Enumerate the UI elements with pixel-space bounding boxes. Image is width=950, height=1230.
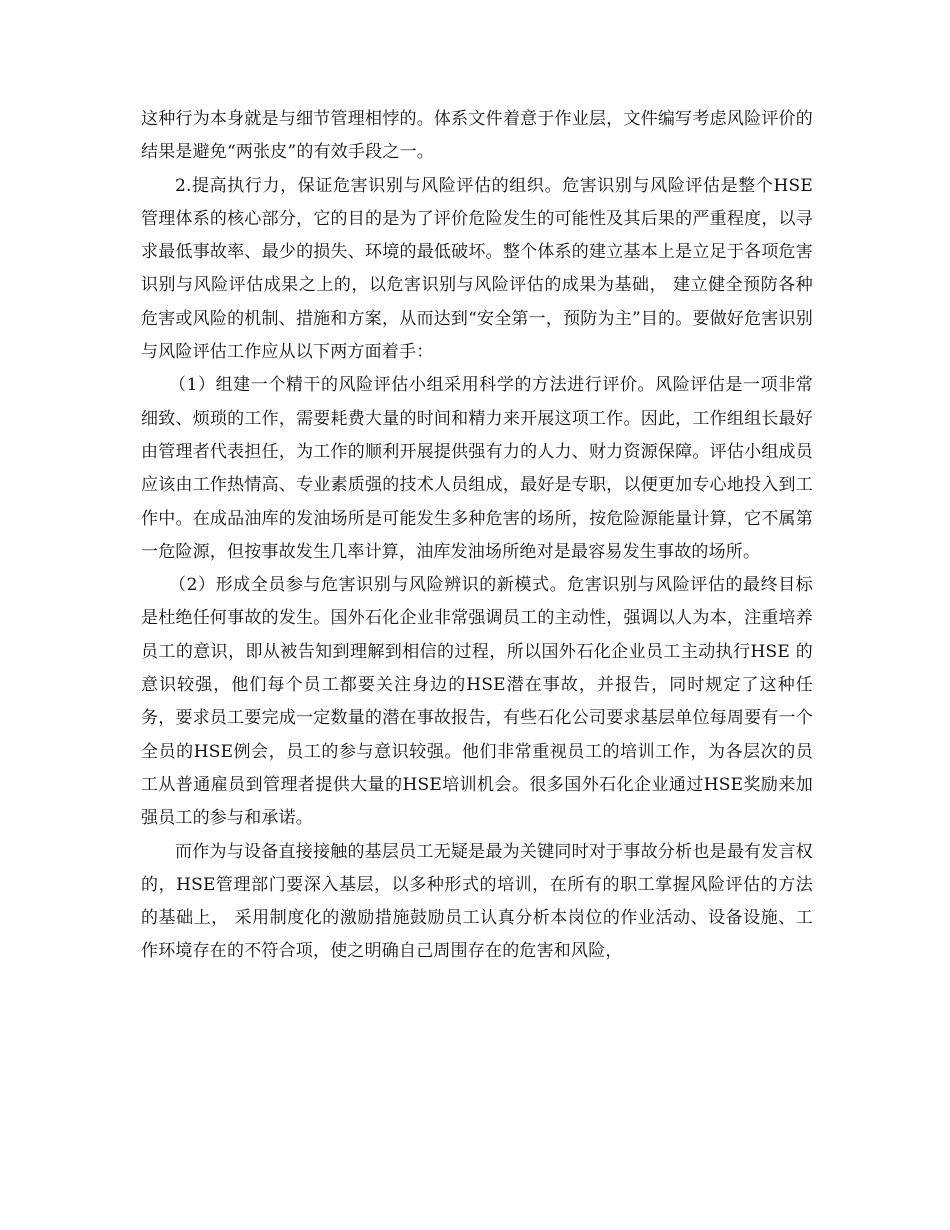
paragraph-item-2: （2）形成全员参与危害识别与风险辨识的新模式。危害识别与风险评估的最终目标是杜绝任何事故的发生。国外石化企业非常强调员工的主动性，强调以人为本，注重培养员工的意识，即从被告知到理解到相信的过程，所以国外石化企业员工主动执行HSE 的意识较强，他们每个员工都要关注身边的HSE潜在事故，并报告，同时规定了这种任务，要求员工要完成一定数量的潜在事故报告，有些石化公司要求基层单位每周要有一个全员的HSE例会，员工的参与意识较强。他们非常重视员工的培训工作，为各层次的员工从普通雇员到管理者提供大量的HSE培训机会。很多国外石化企业通过HSE奖励来加强员工的参与和承诺。 bbox=[141, 575, 813, 829]
paragraph-frontline-staff: 而作为与设备直接接触的基层员工无疑是最为关键同时对于事故分析也是最有发言权的，HSE管理部门要深入基层，以多种形式的培训，在所有的职工掌握风险评估的方法的基础上， 采用制度化的激励措施鼓励员工认真分析本岗位的作业活动、设备设施、工作环境存在的不符合项，使之明确自己周围存在的危害和风险， bbox=[141, 841, 813, 962]
paragraph-continued: 这种行为本身就是与细节管理相悖的。体系文件着意于作业层，文件编写考虑风险评价的结果是避免“两张皮”的有效手段之一。 bbox=[141, 109, 813, 163]
paragraph-item-1: （1）组建一个精干的风险评估小组采用科学的方法进行评价。风险评估是一项非常细致、烦琐的工作，需要耗费大量的时间和精力来开展这项工作。因此，工作组组长最好由管理者代表担任，为工作的顺利开展提供强有力的人力、财力资源保障。评估小组成员应该由工作热情高、专业素质强的技术人员组成，最好是专职，以便更加专心地投入到工作中。在成品油库的发油场所是可能发生多种危害的场所，按危险源能量计算，它不属第一危险源，但按事故发生几率计算，油库发油场所绝对是最容易发生事故的场所。 bbox=[141, 375, 813, 562]
paragraph-organization: 2.提高执行力，保证危害识别与风险评估的组织。危害识别与风险评估是整个HSE管理体系的核心部分，它的目的是为了评价危险发生的可能性及其后果的严重程度，以寻求最低事故率、最少的损失、环境的最低破坏。整个体系的建立基本上是立足于各项危害识别与风险评估成果之上的，以危害识别与风险评估的成果为基础， 建立健全预防各种危害或风险的机制、措施和方案，从而达到“安全第一，预防为主”目的。要做好危害识别与风险评估工作应从以下两方面着手： bbox=[141, 175, 813, 363]
document-body bbox=[141, 103, 813, 969]
